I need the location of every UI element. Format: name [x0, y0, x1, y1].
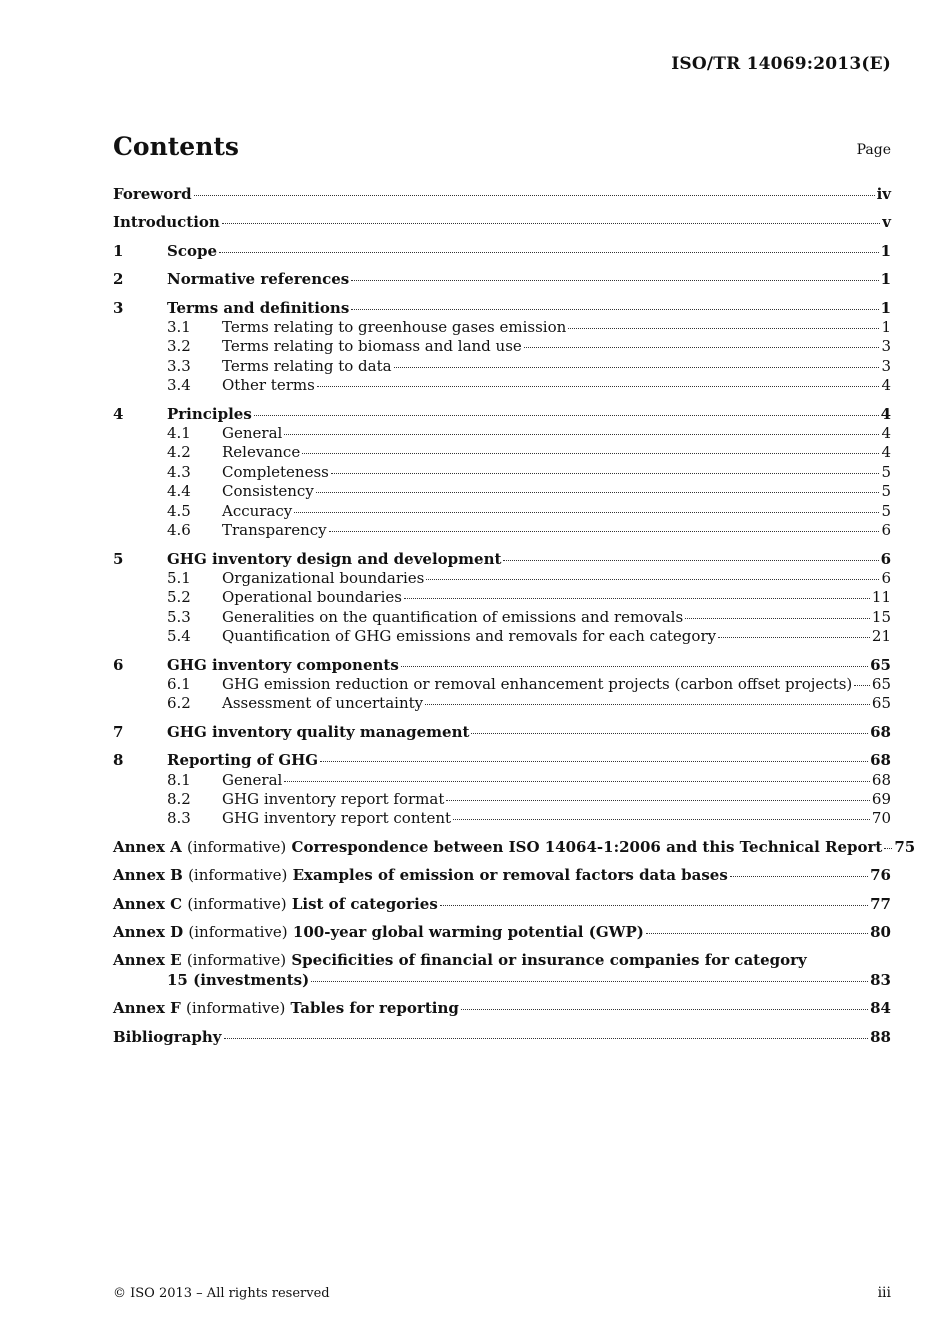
toc-entry-page: 3 [881, 356, 891, 375]
toc-entry-section-4[interactable] [113, 405, 891, 424]
toc-entry-title: Reporting of GHG [167, 751, 319, 770]
toc-entry-page: 4 [880, 404, 891, 423]
dot-leader [394, 367, 880, 368]
toc-entry-page: 68 [870, 722, 891, 741]
copyright-notice: © ISO 2013 – All rights reserved [113, 1286, 330, 1301]
toc-entry-page: 5 [881, 482, 891, 501]
annex-qualifier: (informative) [188, 923, 288, 941]
dot-leader [219, 252, 879, 253]
toc-entry-title: Principles [167, 404, 252, 423]
toc-entry-page: 1 [880, 241, 891, 260]
toc-entry-number: 4.6 [167, 521, 191, 540]
toc-entry-section-2[interactable] [113, 270, 891, 289]
dot-leader [404, 598, 870, 599]
toc-entry-title: GHG emission reduction or removal enhancement projects (carbon offset projects) [222, 674, 853, 693]
toc-entry-number: 8.3 [167, 809, 191, 828]
annex-qualifier: (informative) [186, 951, 287, 970]
toc-entry-page: 69 [871, 789, 891, 808]
toc-entry-section-8-3[interactable] [113, 809, 891, 828]
toc-entry-number: 5.3 [167, 607, 191, 626]
toc-entry-page: 88 [870, 1027, 891, 1046]
toc-entry-title: General [222, 770, 283, 789]
toc-entry-section-5-3[interactable] [113, 608, 891, 627]
toc-entry-number: 3.4 [167, 376, 191, 395]
toc-entry-number: 1 [113, 241, 124, 260]
toc-entry-page: 1 [880, 270, 891, 289]
annex-qualifier: (informative) [187, 894, 287, 913]
toc-entry-page: 4 [881, 443, 891, 462]
toc-entry-number: 4.3 [167, 462, 191, 481]
annex-label: Annex D [113, 923, 184, 941]
annex-title: Examples of emission or removal factors data bases [292, 866, 728, 885]
toc-entry-number: 4.5 [167, 501, 191, 520]
dot-leader [294, 512, 879, 513]
toc-entry-title: Terms relating to data [222, 356, 392, 375]
dot-leader [854, 685, 870, 686]
toc-entry-page: iv [876, 185, 891, 203]
toc-entry-title [113, 838, 882, 857]
toc-entry-page: 83 [870, 970, 891, 989]
dot-leader [351, 309, 878, 310]
toc-entry-title: Relevance [222, 443, 301, 462]
toc-entry-title: Consistency [222, 482, 314, 501]
toc-entry-title: GHG inventory report content [222, 809, 452, 828]
toc-entry-section-8[interactable] [113, 751, 891, 770]
dot-leader [426, 579, 879, 580]
annex-label: Annex B [113, 866, 183, 885]
toc-entry-section-5-4[interactable] [113, 627, 891, 646]
dot-leader [730, 876, 868, 877]
toc-entry-section-4-2[interactable] [113, 443, 891, 462]
dot-leader [453, 819, 870, 820]
toc-entry-number: 6.2 [167, 694, 191, 713]
toc-entry-section-4-1[interactable] [113, 424, 891, 443]
toc-entry-title [113, 866, 728, 885]
toc-entry-number: 8.2 [167, 789, 191, 808]
dot-leader [401, 666, 868, 667]
toc-entry-section-5-2[interactable] [113, 588, 891, 607]
toc-entry-section-3-4[interactable] [113, 376, 891, 395]
toc-entry-number: 4.4 [167, 482, 191, 501]
toc-entry-introduction[interactable] [113, 213, 891, 232]
page-number: iii [877, 1285, 891, 1301]
toc-entry-page: 77 [870, 894, 891, 913]
toc-entry-number: 4.2 [167, 443, 191, 462]
toc-entry-number: 8.1 [167, 770, 191, 789]
toc-entry-page: 3 [881, 337, 891, 356]
annex-label: Annex C [113, 894, 183, 913]
dot-leader [471, 733, 868, 734]
toc-entry-page: 75 [894, 837, 916, 856]
dot-leader [446, 800, 870, 801]
dot-leader [718, 637, 870, 638]
annex-title: Tables for reporting [290, 999, 459, 1018]
toc-entry-title: Introduction [113, 213, 220, 232]
document-identifier: ISO/TR 14069:2013(E) [671, 54, 891, 74]
toc-entry-title: Terms relating to biomass and land use [222, 337, 522, 356]
toc-entry-page: 76 [870, 866, 891, 885]
toc-entry-number: 3.1 [167, 318, 191, 337]
toc-entry-foreword[interactable] [113, 185, 891, 204]
toc-entry-number: 6 [113, 655, 124, 674]
toc-entry-page: 11 [871, 588, 891, 607]
toc-entry-title: Generalities on the quantification of emissions and removals [222, 607, 684, 626]
toc-entry-annex-e-continued[interactable] [113, 971, 891, 990]
toc-entry-number: 6.1 [167, 674, 191, 693]
toc-entry-title: Completeness [222, 462, 329, 481]
toc-entry-page: 15 [871, 607, 891, 626]
toc-entry-section-4-6[interactable] [113, 521, 891, 540]
toc-entry-annex-f[interactable] [113, 999, 891, 1018]
toc-entry-section-5[interactable] [113, 550, 891, 569]
dot-leader [685, 618, 870, 619]
toc-entry-annex-a[interactable] [113, 837, 916, 857]
toc-entry-title: Terms and definitions [167, 298, 350, 317]
dot-leader [503, 560, 878, 561]
toc-entry-section-6-2[interactable] [113, 694, 891, 713]
annex-qualifier: (informative) [187, 837, 287, 856]
dot-leader [254, 415, 879, 416]
toc-entry-title [113, 923, 644, 942]
toc-entry-title: Scope [167, 241, 218, 260]
toc-entry-title: Terms relating to greenhouse gases emission [222, 318, 567, 337]
toc-entry-page: 65 [871, 694, 891, 713]
toc-entry-page: 68 [870, 751, 891, 770]
toc-entry-annex-b[interactable] [113, 866, 891, 885]
toc-entry-section-8-2[interactable] [113, 790, 891, 809]
toc-entry-page: 1 [881, 318, 891, 337]
toc-entry-section-3-3[interactable] [113, 357, 891, 376]
toc-entry-title: Other terms [222, 376, 315, 395]
table-of-contents [113, 185, 916, 1047]
toc-entry-title [113, 895, 438, 914]
page-title: Contents [113, 132, 240, 161]
annex-label: Annex F [113, 999, 181, 1018]
toc-entry-bibliography[interactable] [113, 1028, 891, 1047]
dot-leader [461, 1009, 868, 1010]
annex-title: 100-year global warming potential (GWP) [292, 923, 644, 941]
toc-entry-title: Transparency [222, 521, 327, 540]
toc-entry-number: 8 [113, 751, 124, 770]
toc-entry-number: 5.2 [167, 588, 191, 607]
toc-entry-title: Accuracy [222, 501, 293, 520]
toc-entry-annex-d[interactable] [113, 923, 891, 942]
toc-entry-number: 5 [113, 549, 124, 568]
toc-entry-number: 7 [113, 722, 124, 741]
toc-entry-title: Assessment of uncertainty [222, 694, 424, 713]
toc-entry-page: 21 [871, 627, 891, 646]
toc-entry-page: 84 [870, 999, 891, 1018]
toc-entry-page: 4 [881, 376, 891, 395]
toc-entry-page: 5 [881, 462, 891, 481]
dot-leader [317, 386, 880, 387]
toc-entry-title: GHG inventory components [167, 655, 399, 674]
annex-title-continued: 15 (investments) [167, 970, 310, 989]
dot-leader [320, 761, 868, 762]
toc-entry-title: Foreword [113, 185, 192, 203]
annex-label: Annex A [113, 837, 182, 856]
toc-entry-title: Normative references [167, 270, 350, 289]
dot-leader [284, 434, 879, 435]
toc-entry-section-6[interactable] [113, 656, 891, 675]
toc-entry-section-1[interactable] [113, 242, 891, 261]
toc-entry-page: 68 [871, 770, 891, 789]
dot-leader [194, 195, 875, 196]
dot-leader [224, 1038, 869, 1039]
toc-entry-section-3-2[interactable] [113, 337, 891, 356]
toc-entry-number: 3.2 [167, 337, 191, 356]
toc-entry-section-3[interactable] [113, 299, 891, 318]
annex-title: List of categories [291, 894, 438, 913]
toc-entry-page: 6 [880, 549, 891, 568]
toc-entry-number: 5.4 [167, 627, 191, 646]
toc-entry-number: 2 [113, 270, 124, 289]
toc-entry-number: 3.3 [167, 356, 191, 375]
dot-leader [316, 492, 880, 493]
toc-entry-title: General [222, 424, 283, 443]
annex-qualifier: (informative) [186, 999, 286, 1018]
dot-leader [425, 704, 870, 705]
toc-entry-page: 6 [881, 521, 891, 540]
toc-entry-page: 80 [870, 923, 891, 941]
toc-entry-title: GHG inventory design and development [167, 549, 502, 568]
toc-entry-section-4-3[interactable] [113, 463, 891, 482]
dot-leader [284, 781, 870, 782]
toc-entry-title [113, 999, 459, 1018]
toc-entry-title: Quantification of GHG emissions and removals for each category [222, 627, 717, 646]
dot-leader [884, 848, 892, 849]
toc-entry-page: 65 [871, 674, 891, 693]
toc-entry-page: 5 [881, 501, 891, 520]
toc-entry-section-4-4[interactable] [113, 482, 891, 501]
toc-entry-annex-c[interactable] [113, 895, 891, 914]
toc-entry-section-6-1[interactable] [113, 675, 891, 694]
dot-leader [302, 453, 879, 454]
toc-entry-title: GHG inventory quality management [167, 722, 470, 741]
toc-entry-section-5-1[interactable] [113, 569, 891, 588]
dot-leader [222, 223, 880, 224]
toc-entry-number: 4 [113, 404, 124, 423]
toc-entry-page: 4 [881, 424, 891, 443]
toc-entry-number: 3 [113, 298, 124, 317]
toc-entry-title: GHG inventory report format [222, 789, 445, 808]
dot-leader [329, 531, 880, 532]
annex-title: Specificities of financial or insurance companies for category [291, 951, 807, 970]
toc-entry-page: 65 [870, 655, 891, 674]
toc-entry-title: Bibliography [113, 1027, 222, 1046]
dot-leader [440, 905, 868, 906]
toc-entry-section-7[interactable] [113, 723, 891, 742]
toc-entry-title [113, 951, 807, 970]
toc-entry-section-3-1[interactable] [113, 318, 891, 337]
toc-entry-number: 4.1 [167, 424, 191, 443]
toc-entry-number: 5.1 [167, 568, 191, 587]
toc-entry-page: 1 [880, 298, 891, 317]
toc-entry-page: v [882, 213, 891, 232]
annex-qualifier: (informative) [188, 866, 288, 885]
toc-entry-section-8-1[interactable] [113, 771, 891, 790]
dot-leader [351, 280, 878, 281]
toc-entry-section-4-5[interactable] [113, 502, 891, 521]
dot-leader [331, 473, 880, 474]
dot-leader [311, 981, 868, 982]
page-column-label: Page [856, 142, 891, 158]
toc-entry-title: Organizational boundaries [222, 568, 425, 587]
annex-label: Annex E [113, 951, 182, 970]
toc-entry-page: 6 [881, 568, 891, 587]
annex-title: Correspondence between ISO 14064-1:2006 and this Technical Report [291, 837, 883, 856]
dot-leader [646, 933, 868, 934]
dot-leader [524, 347, 880, 348]
toc-entry-page: 70 [871, 809, 891, 828]
toc-entry-annex-e[interactable] [113, 951, 891, 970]
toc-entry-title: Operational boundaries [222, 588, 402, 607]
dot-leader [568, 328, 879, 329]
